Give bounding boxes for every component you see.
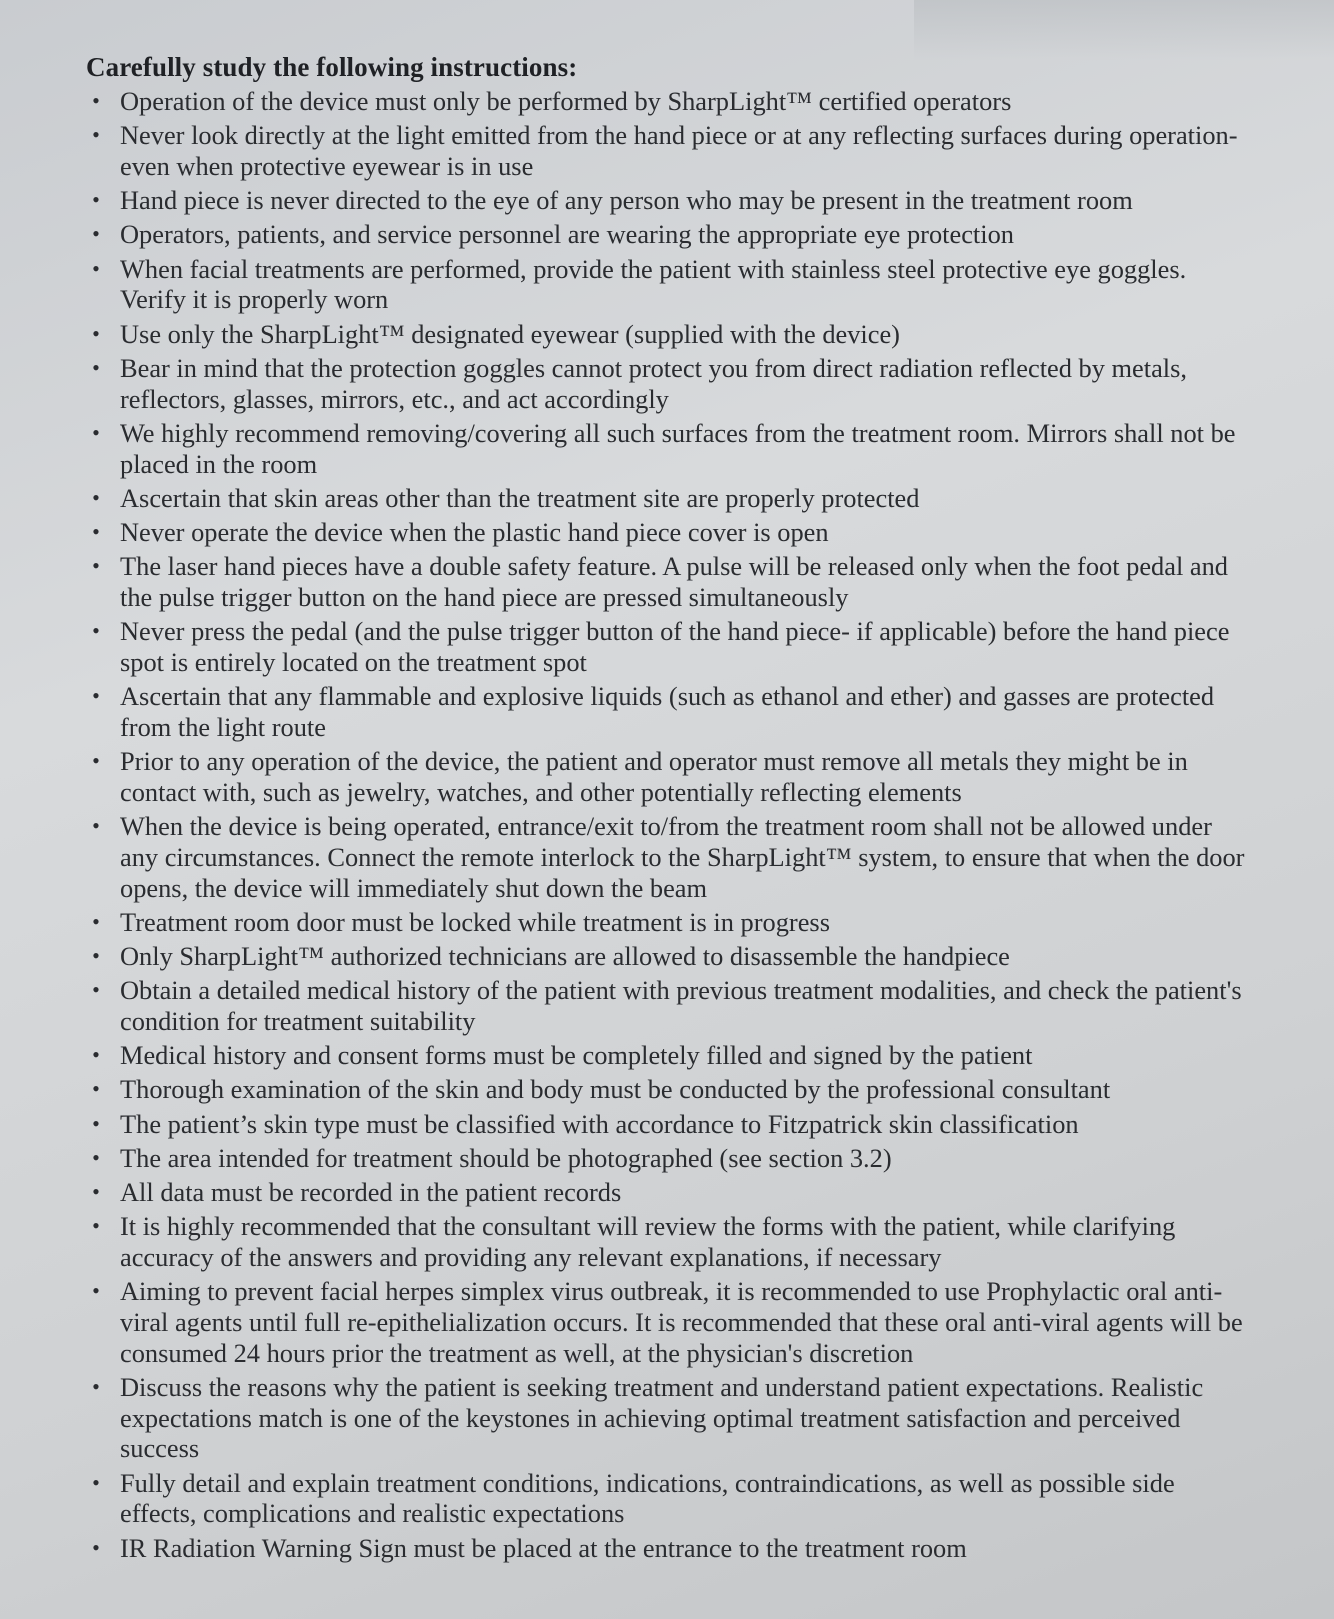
instruction-text: When facial treatments are performed, provide the patient with stainless steel protective eye goggles. Verify it is properly worn	[120, 253, 1187, 315]
instruction-item	[86, 746, 1246, 808]
instruction-item	[86, 517, 1246, 548]
instruction-text: The patient’s skin type must be classified with accordance to Fitzpatrick skin classification	[120, 1108, 1079, 1139]
instruction-text: Operation of the device must only be performed by SharpLight™ certified operators	[120, 86, 1012, 116]
instruction-text: Hand piece is never directed to the eye of any person who may be present in the treatment room	[120, 185, 1133, 216]
bullet-icon: •	[92, 122, 100, 148]
instruction-item	[86, 1143, 1246, 1174]
instructions-heading: Carefully study the following instructions:	[86, 52, 578, 82]
instruction-item	[86, 254, 1246, 316]
instruction-text: Bear in mind that the protection goggles cannot protect you from direct radiation reflected by metals, reflectors, glasses, mirrors, etc., and act accordingly	[120, 352, 1188, 414]
instruction-item	[86, 353, 1246, 415]
instruction-item	[86, 1074, 1246, 1105]
bullet-icon: •	[92, 354, 100, 380]
instruction-text: When the device is being operated, entrance/exit to/from the treatment room shall not be allowed under any circumstances. Connect the remote interlock to the SharpLight™ system, to ensure that when the door opens, the device will immediately shut down the beam	[120, 811, 1245, 903]
instruction-text: Operators, patients, and service personnel are wearing the appropriate eye protection	[120, 219, 1014, 250]
instruction-item	[86, 1177, 1246, 1208]
bullet-icon: •	[92, 553, 100, 579]
instruction-item	[86, 975, 1246, 1037]
instruction-text: We highly recommend removing/covering all such surfaces from the treatment room. Mirrors shall not be placed in the room	[120, 417, 1236, 479]
bullet-icon: •	[92, 618, 100, 644]
instruction-text: Fully detail and explain treatment conditions, indications, contraindications, as well as possible side effects, complications and realistic expectations	[120, 1467, 1175, 1529]
instruction-item	[86, 1211, 1246, 1273]
instruction-text: The area intended for treatment should be photographed (see section 3.2)	[120, 1142, 892, 1173]
bullet-icon: •	[92, 1213, 100, 1239]
bullet-icon: •	[92, 518, 100, 544]
bullet-icon: •	[92, 813, 100, 838]
bullet-icon: •	[92, 908, 100, 934]
bullet-icon: •	[92, 419, 100, 445]
instruction-text: Never press the pedal (and the pulse trigger button of the hand piece- if applicable) before the hand piece spot is entirely located on the treatment spot	[120, 616, 1230, 677]
instruction-text: Obtain a detailed medical history of the patient with previous treatment modalities, and check the patient's condition for treatment suitability	[120, 975, 1242, 1036]
instruction-item	[86, 551, 1246, 613]
instruction-item	[86, 811, 1246, 903]
bullet-icon: •	[92, 1042, 100, 1068]
instruction-text: Discuss the reasons why the patient is seeking treatment and understand patient expectations. Realistic expectations match is one of the keystones in achieving optimal treatment satisfaction and perceived success	[120, 1371, 1204, 1464]
page-shadow	[914, 0, 1334, 60]
instruction-item	[86, 681, 1246, 743]
bullet-icon: •	[92, 1373, 100, 1399]
instruction-text: All data must be recorded in the patient records	[120, 1176, 622, 1207]
instruction-text: Use only the SharpLight™ designated eyewear (supplied with the device)	[120, 318, 900, 349]
bullet-icon: •	[92, 255, 100, 281]
instruction-item	[86, 483, 1246, 514]
bullet-icon: •	[92, 484, 100, 510]
instruction-item	[86, 1533, 1246, 1564]
bullet-icon: •	[92, 683, 100, 709]
instruction-item	[86, 1372, 1246, 1464]
instruction-text: Prior to any operation of the device, the patient and operator must remove all metals they might be in contact with, such as jewelry, watches, and other potentially reflecting elements	[120, 746, 1188, 807]
instruction-item	[86, 1276, 1246, 1368]
instruction-item	[86, 418, 1246, 480]
instruction-item	[86, 86, 1246, 117]
instruction-text: The laser hand pieces have a double safety feature. A pulse will be released only when the foot pedal and the pulse trigger button on the hand piece are pressed simultaneously	[120, 551, 1228, 612]
bullet-icon: •	[92, 187, 100, 213]
instruction-text: IR Radiation Warning Sign must be placed at the entrance to the treatment room	[120, 1532, 967, 1563]
instruction-text: Thorough examination of the skin and body must be conducted by the professional consultant	[120, 1074, 1111, 1105]
bullet-icon: •	[92, 942, 100, 968]
instruction-text: Only SharpLight™ authorized technicians are allowed to disassemble the handpiece	[120, 940, 1010, 971]
bullet-icon: •	[92, 977, 100, 1003]
bullet-icon: •	[92, 1534, 100, 1560]
instruction-item	[86, 1109, 1246, 1140]
instruction-item	[86, 219, 1246, 250]
instruction-item	[86, 941, 1246, 972]
bullet-icon: •	[92, 221, 100, 247]
instruction-item	[86, 907, 1246, 938]
bullet-icon: •	[92, 1278, 100, 1304]
bullet-icon: •	[92, 1076, 100, 1102]
instruction-text: Never operate the device when the plastic hand piece cover is open	[120, 516, 829, 547]
bullet-icon: •	[92, 748, 100, 774]
instruction-text: Treatment room door must be locked while treatment is in progress	[120, 906, 830, 937]
instruction-item	[86, 120, 1246, 182]
bullet-icon: •	[92, 1178, 100, 1204]
bullet-icon: •	[92, 88, 100, 113]
bullet-icon: •	[92, 1110, 100, 1136]
instruction-text: Ascertain that any flammable and explosive liquids (such as ethanol and ether) and gasses are protected from the light route	[120, 681, 1215, 742]
instruction-text: Never look directly at the light emitted from the hand piece or at any reflecting surfaces during operation- even when protective eyewear is in use	[120, 120, 1238, 181]
bullet-icon: •	[92, 1144, 100, 1170]
instruction-text: It is highly recommended that the consultant will review the forms with the patient, while clarifying accuracy of the answers and providing any relevant explanations, if necessary	[120, 1211, 1176, 1272]
bullet-icon: •	[92, 1469, 100, 1495]
instructions-list	[86, 86, 1246, 1567]
bullet-icon: •	[92, 320, 100, 346]
instruction-item	[86, 1468, 1246, 1530]
instruction-item	[86, 319, 1246, 350]
instruction-item	[86, 616, 1246, 678]
instruction-item	[86, 185, 1246, 216]
instruction-text: Ascertain that skin areas other than the treatment site are properly protected	[120, 482, 920, 513]
instruction-text: Medical history and consent forms must be completely filled and signed by the patient	[120, 1040, 1033, 1071]
instruction-item	[86, 1040, 1246, 1071]
instruction-text: Aiming to prevent facial herpes simplex virus outbreak, it is recommended to use Prophylactic oral anti-viral agents until full re-epithelialization occurs. It is recommended that these oral anti-viral agents will be consumed 24 hours prior the treatment as well, at the physician's discretion	[120, 1276, 1243, 1368]
